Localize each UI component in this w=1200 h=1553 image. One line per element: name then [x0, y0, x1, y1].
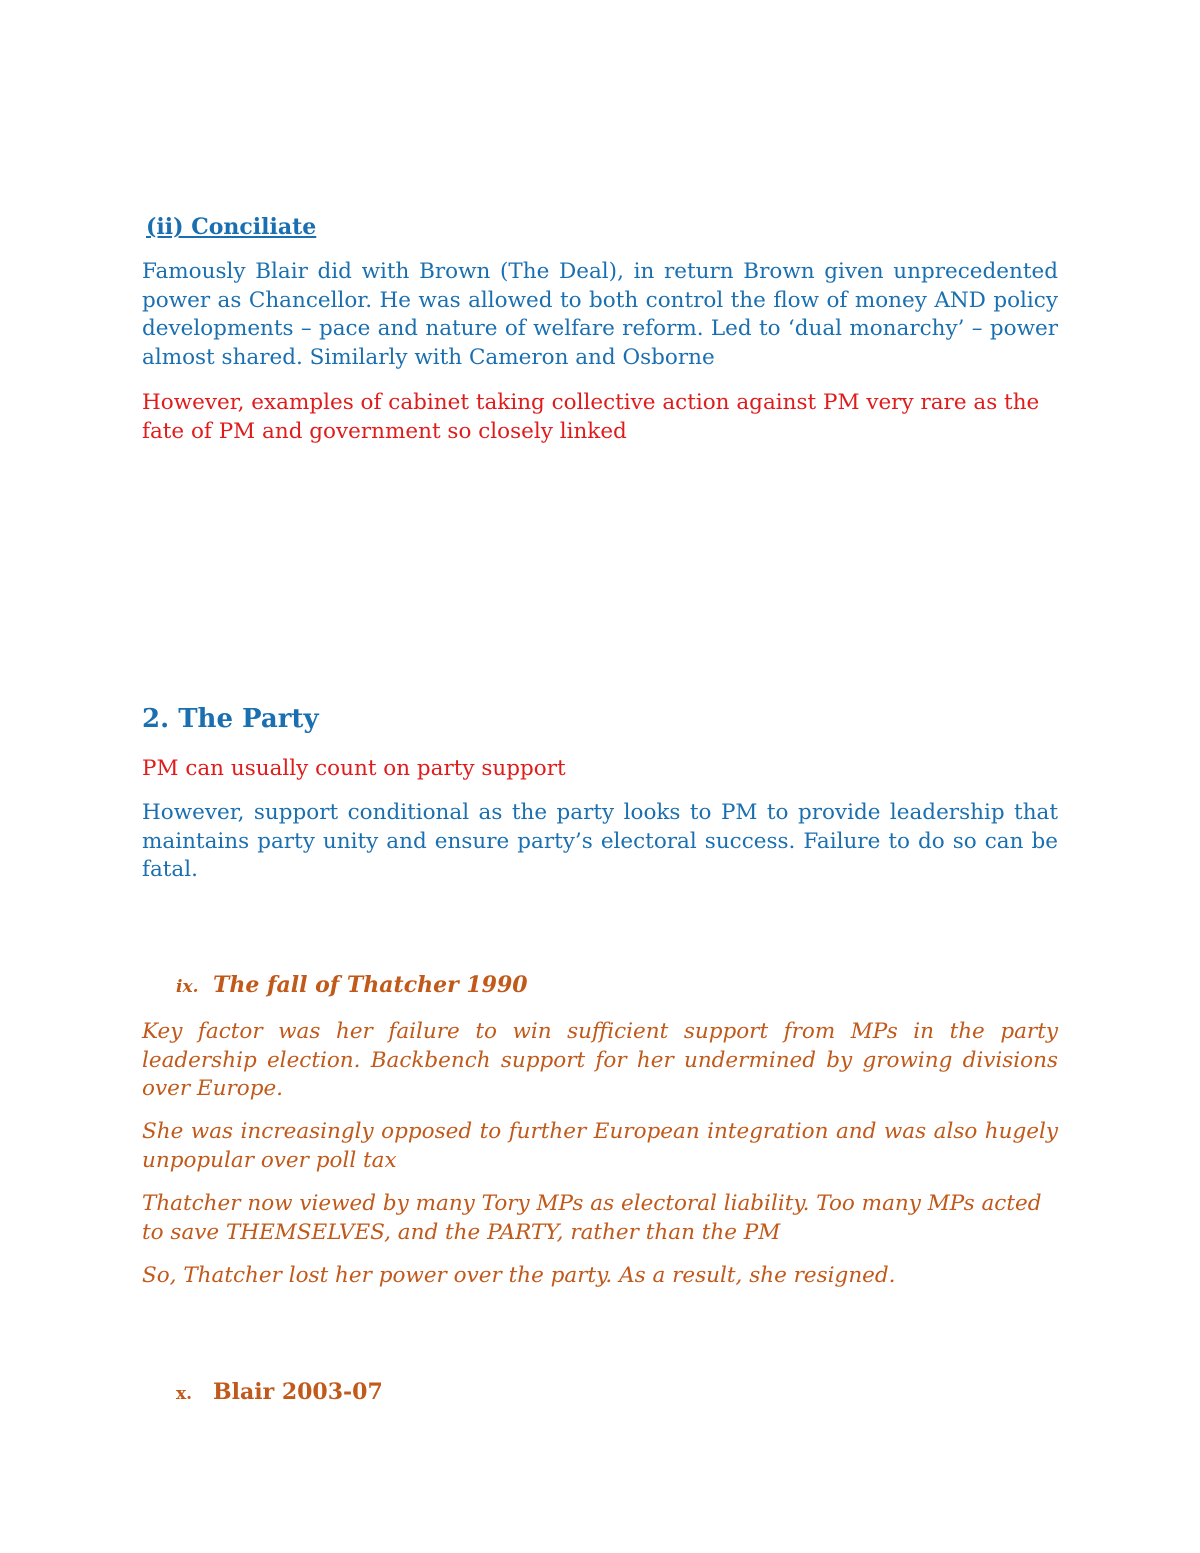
paragraph-thatcher-liability: Thatcher now viewed by many Tory MPs as electoral liability. Too many MPs acted to save THEMSELVES, and the PARTY, rather than the PM [142, 1191, 1042, 1245]
list-number: x. [176, 1384, 193, 1404]
subheading-blair [176, 1379, 383, 1405]
subheading-text: Blair 2003-07 [213, 1379, 383, 1405]
paragraph-thatcher-resigned: So, Thatcher lost her power over the party. As a result, she resigned. [142, 1263, 896, 1288]
section-heading-conciliate: (ii) Conciliate [146, 214, 317, 240]
paragraph-thatcher-europe: She was increasingly opposed to further European integration and was also hugely unpopular over poll tax [142, 1119, 1058, 1173]
subheading-fall-of-thatcher [176, 972, 528, 998]
paragraph-conciliate: Famously Blair did with Brown (The Deal), in return Brown given unprecedented power as Chancellor. He was allowed to both control the flow of money AND policy developments – pace and nature of welfare reform. Led to ‘dual monarchy’ – power almost shared. Similarly with Cameron and Osborne [142, 259, 1058, 370]
section-heading-the-party: 2. The Party [142, 704, 319, 734]
paragraph-cabinet-counterpoint: However, examples of cabinet taking collective action against PM very rare as the fate of PM and government so closely linked [142, 390, 1040, 444]
paragraph-thatcher-key-factor: Key factor was her failure to win sufficient support from MPs in the party leadership election. Backbench support for her undermined by growing divisions over Europe. [142, 1019, 1058, 1102]
subheading-text: The fall of Thatcher 1990 [213, 972, 528, 998]
paragraph-party-support: PM can usually count on party support [142, 756, 566, 781]
list-number: ix. [176, 977, 199, 997]
paragraph-support-conditional: However, support conditional as the party looks to PM to provide leadership that maintains party unity and ensure party’s electoral success. Failure to do so can be fatal. [142, 800, 1058, 883]
